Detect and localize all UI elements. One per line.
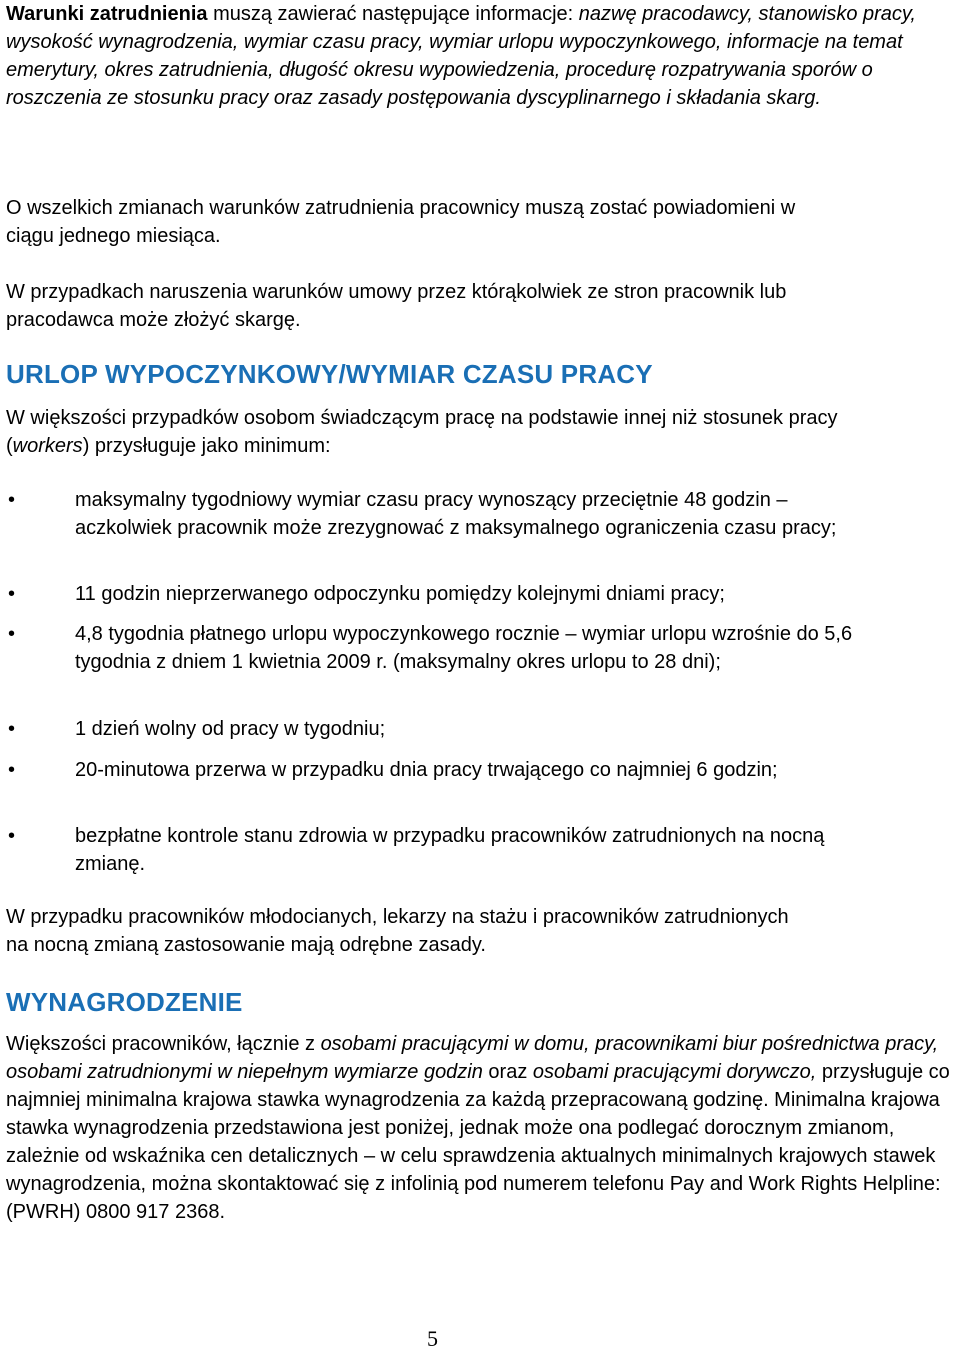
- wage-text-3: przysługuje co najmniej minimalna krajowa stawka wynagrodzenia za każdą przepracowaną godzinę. Minimalna krajowa stawka wynagrodzenia przedstawiona jest poniżej, jednak może ona podlegać dorocznym zmianom, zależnie od wskaźnika cen detalicznych – w celu sprawdzenia aktualnych minimalnych krajowych stawek wynagrodzenia, można skontaktować się z infolinią pod numerem telefonu Pay and Work Rights Helpline: (PWRH) 0800 917 2368.: [6, 1061, 950, 1223]
- list-item-text: maksymalny tygodniowy wymiar czasu pracy wynoszący przeciętnie 48 godzin – aczkolwiek pracownik może zrezygnować z maksymalnego ograniczenia czasu pracy;: [75, 489, 837, 539]
- list-item: [6, 715, 875, 743]
- wage-text-1: Większości pracowników, łącznie z: [6, 1033, 321, 1055]
- bullet-icon: •: [8, 718, 16, 740]
- page-number: 5: [427, 1326, 438, 1351]
- bullet-icon: •: [8, 583, 16, 605]
- list-item: [6, 756, 855, 784]
- wage-paragraph: [6, 1030, 956, 1226]
- list-item: [6, 580, 960, 608]
- breach-paragraph: W przypadkach naruszenia warunków umowy przez którąkolwiek ze stron pracownik lub pracodawca może złożyć skargę.: [6, 281, 787, 331]
- list-item: [6, 486, 875, 542]
- list-item: [6, 620, 895, 676]
- list-item: [6, 822, 855, 878]
- wage-italic-1: osobami pracującymi w domu, pracownikami biur pośrednictwa pracy, osobami zatrudnionymi w niepełnym wymiarze godzin: [6, 1033, 939, 1083]
- wage-heading: WYNAGRODZENIE: [6, 987, 243, 1017]
- leave-heading: URLOP WYPOCZYNKOWY/WYMIAR CZASU PRACY: [6, 359, 653, 389]
- employment-terms-lead: Warunki zatrudnienia: [6, 3, 208, 25]
- leave-intro-italic: workers: [12, 435, 83, 457]
- bullet-icon: •: [8, 623, 16, 645]
- wage-italic-2: osobami pracującymi dorywczo,: [532, 1061, 817, 1083]
- leave-intro-text: W większości przypadków osobom świadczącym pracę na podstawie innej niż stosunek pracy (: [6, 407, 838, 457]
- list-item-text: bezpłatne kontrole stanu zdrowia w przypadku pracowników zatrudnionych na nocną zmianę.: [75, 825, 825, 875]
- list-item-text: 11 godzin nieprzerwanego odpoczynku pomiędzy kolejnymi dniami pracy;: [75, 583, 725, 605]
- leave-intro-paragraph: [6, 404, 866, 460]
- wage-text-2: oraz: [482, 1061, 533, 1083]
- employment-terms-paragraph: [6, 0, 956, 112]
- list-item-text: 4,8 tygodnia płatnego urlopu wypoczynkowego rocznie – wymiar urlopu wzrośnie do 5,6 tygodnia z dniem 1 kwietnia 2009 r. (maksymalny okres urlopu to 28 dni);: [75, 623, 853, 673]
- young-workers-paragraph: W przypadku pracowników młodocianych, lekarzy na stażu i pracowników zatrudnionych na nocną zmianą zastosowanie mają odrębne zasady.: [6, 906, 789, 956]
- bullet-icon: •: [8, 759, 16, 781]
- list-item-text: 20-minutowa przerwa w przypadku dnia pracy trwającego co najmniej 6 godzin;: [75, 759, 778, 781]
- employment-terms-lead-rest: muszą zawierać następujące informacje:: [207, 3, 579, 25]
- changes-paragraph: O wszelkich zmianach warunków zatrudnienia pracownicy muszą zostać powiadomieni w ciągu jednego miesiąca.: [6, 197, 796, 247]
- list-item-text: 1 dzień wolny od pracy w tygodniu;: [75, 718, 386, 740]
- leave-intro-rest: ) przysługuje jako minimum:: [82, 435, 331, 457]
- bullet-icon: •: [8, 825, 16, 847]
- employment-terms-list: nazwę pracodawcy, stanowisko pracy, wysokość wynagrodzenia, wymiar czasu pracy, wymiar urlopu wypoczynkowego, informacje na temat emerytury, okres zatrudnienia, długość okresu wypowiedzenia, procedurę rozpatrywania sporów o roszczenia ze stosunku pracy oraz zasady postępowania dyscyplinarnego i składania skarg.: [6, 3, 916, 109]
- bullet-icon: •: [8, 489, 16, 511]
